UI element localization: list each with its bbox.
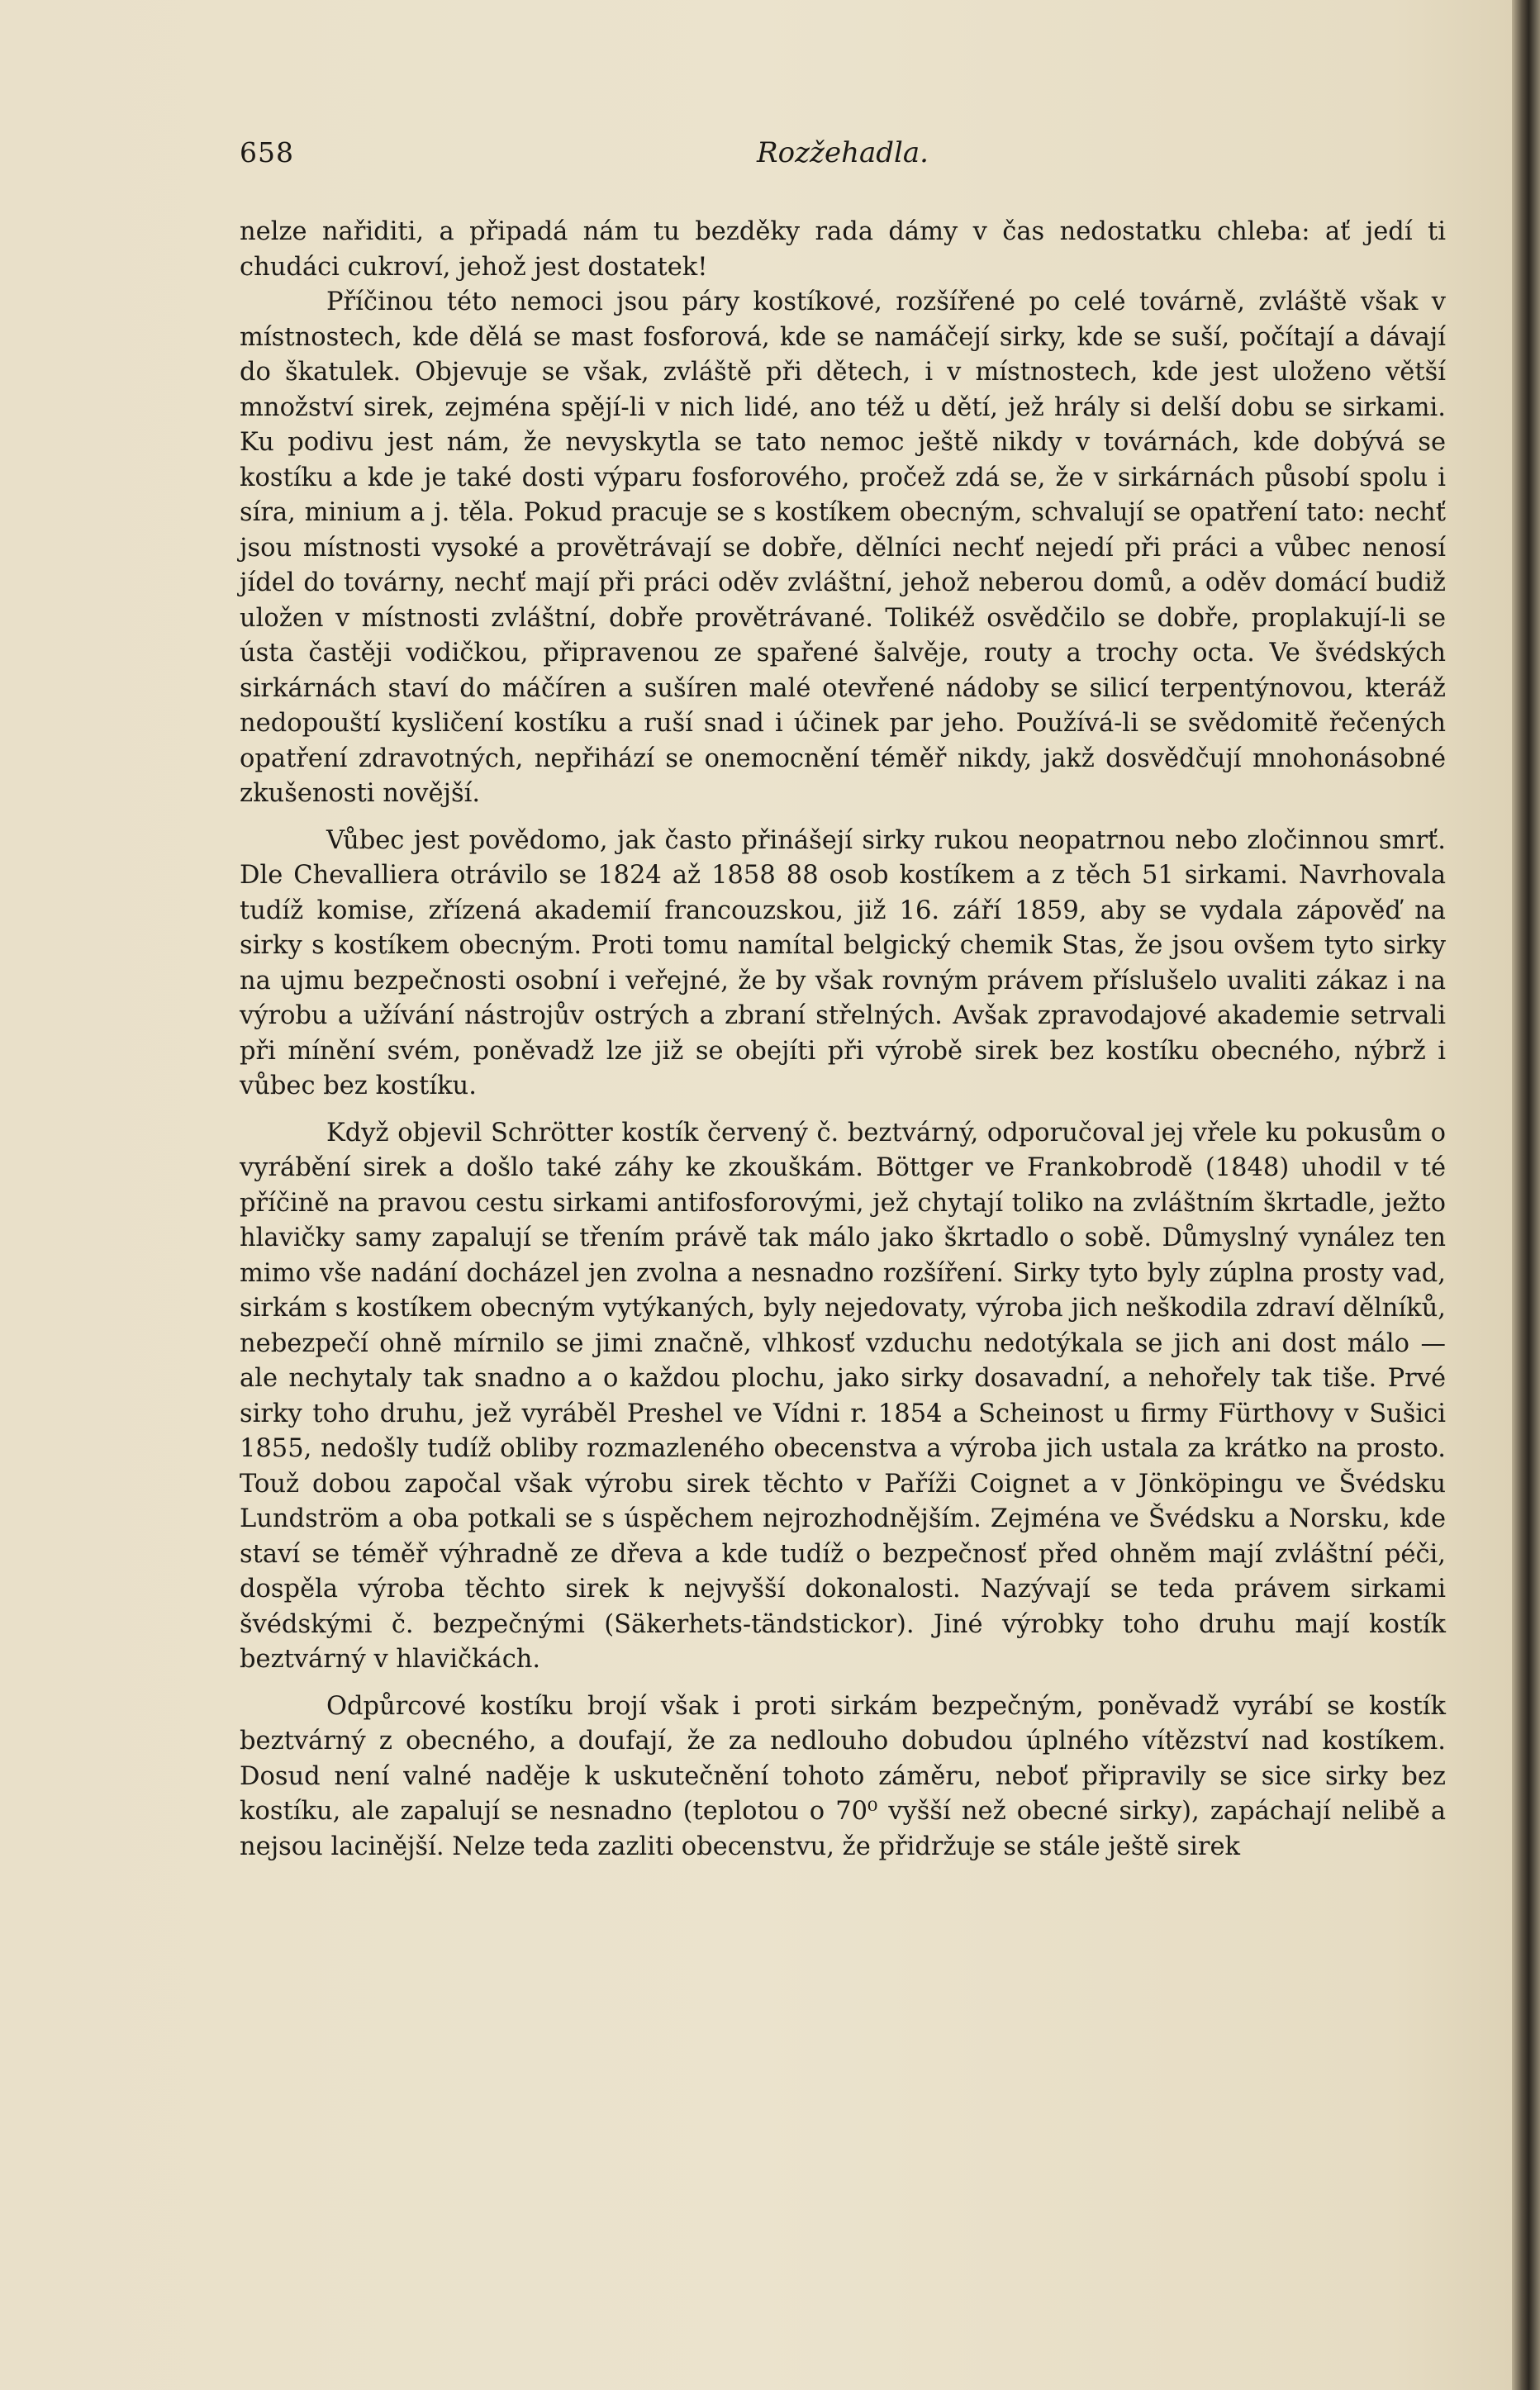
paragraph: Příčinou této nemoci jsou páry kostíkové, rozšířené po celé továrně, zvláště však v místnostech, kde dělá se mast fosforová, kde se namáčejí sirky, kde se suší, počítají a dávají do škatulek. Objevuje se však, zvláště při dětech, i v místnostech, kde jest uloženo větší množství sirek, zejména spějí-li v nich lidé, ano též u dětí, jež hrály si delší dobu se sirkami. Ku podivu jest nám, že nevyskytla se tato nemoc ještě nikdy v továrnách, kde dobývá se kostíku a kde je také dosti výparu fosforového, pročež zdá se, že v sirkárnách působí spolu i síra, minium a j. těla. Pokud pracuje se s kostíkem obecným, schvalují se opatření tato: nechť jsou místnosti vysoké a provětrávají se dobře, dělníci nechť nejedí při práci a vůbec nenosí jídel do továrny, nechť mají při práci oděv zvláštní, jehož neberou domů, a oděv domácí budiž uložen v místnosti zvláštní, dobře provětrávané. Tolikéž osvědčilo se dobře, proplakují-li se ústa častěji vodičkou, připravenou ze spařené šalvěje, routy a trochy octa. Ve švédských sirkárnách staví do máčíren a sušíren malé otevřené nádoby se silicí terpentýnovou, kteráž nedopouští kysličení kostíku a ruší snad i účinek par jeho. Používá-li se svědomitě řečených opatření zdravotných, nepřihází se onemocnění téměř nikdy, jakž dosvědčují mnohonásobné zkušenosti novější. <box>240 287 1446 808</box>
page-number: 658 <box>240 136 294 169</box>
running-title: Rozžehadla. <box>757 136 929 169</box>
paragraph: Když objevil Schrötter kostík červený č. beztvárný, odporučoval jej vřele ku pokusům o vyrábění sirek a došlo také záhy ke zkouškám. Böttger ve Frankobrodě (1848) uhodil v té příčině na pravou cestu sirkami antifosforovými, jež chytají toliko na zvláštním škrtadle, ježto hlavičky samy zapalují se třením právě tak málo jako škrtadlo o sobě. Důmyslný vynález ten mimo vše nadání docházel jen zvolna a nesnadno rozšíření. Sirky tyto byly zúplna prosty vad, sirkám s kostíkem obecným vytýkaných, byly nejedovaty, výroba jich neškodila zdraví dělníků, nebezpečí ohně mírnilo se jimi značně, vlhkosť vzduchu nedotýkala se jich ani dost málo — ale nechytaly tak snadno a o každou plochu, jako sirky dosavadní, a nehořely tak tiše. Prvé sirky toho druhu, jež vyráběl Preshel ve Vídni r. 1854 a Scheinost u firmy Fürthovy v Sušici 1855, nedošly tudíž obliby rozmazleného obecenstva a výroba jich ustala za krátko na prosto. Touž dobou započal však výrobu sirek těchto v Paříži Coignet a v Jönköpingu ve Švédsku Lundström a oba potkali se s úspěchem nejrozhodnějším. Zejména ve Švédsku a Norsku, kde staví se téměř výhradně ze dřeva a kde tudíž o bezpečnosť před ohněm mají zvláštní péči, dospěla výroba těchto sirek k nejvyšší dokonalosti. Nazývají se teda právem sirkami švédskými č. bezpečnými (Säkerhets-tändstickor). Jiné výrobky toho druhu mají kostík beztvárný v hlavičkách. <box>240 1118 1446 1674</box>
paragraph: Odpůrcové kostíku brojí však i proti sirkám bezpečným, poněvadž vyrábí se kostík beztvárný z obecného, a doufají, že za nedlouho dobudou úplného vítězství nad kostíkem. Dosud není valné naděje k uskutečnění tohoto záměru, neboť připravily se sice sirky bez kostíku, ale zapalují se nesnadno (teplotou o 70⁰ vyšší než obecné sirky), zapáchají nelibě a nejsou lacinější. Nelze teda zazliti obecenstvu, že přidržuje se stále ještě sirek <box>240 1691 1446 1861</box>
body-text <box>240 215 1446 1876</box>
paragraph-continuation: nelze nařiditi, a připadá nám tu bezděky rada dámy v čas nedostatku chleba: ať jedí ti chudáci cukroví, jehož jest dostatek! <box>240 217 1446 282</box>
paragraph: Vůbec jest povědomo, jak často přinášejí sirky rukou neopatrnou nebo zločinnou smrť. Dle Chevalliera otrávilo se 1824 až 1858 88 osob kostíkem a z těch 51 sirkami. Navrhovala tudíž komise, zřízená akademií francouzskou, již 16. září 1859, aby se vydala zápověď na sirky s kostíkem obecným. Proti tomu namítal belgický chemik Stas, že jsou ovšem tyto sirky na ujmu bezpečnosti osobní i veřejné, že by však rovným právem příslušelo uvaliti zákaz i na výrobu a užívání nástrojův ostrých a zbraní střelných. Avšak zpravodajové akademie setrvali při mínění svém, poněvadž lze již se obejíti při výrobě sirek bez kostíku obecného, nýbrž i vůbec bez kostíku. <box>240 825 1446 1100</box>
book-gutter <box>1512 0 1540 2390</box>
page-header <box>240 136 1446 178</box>
